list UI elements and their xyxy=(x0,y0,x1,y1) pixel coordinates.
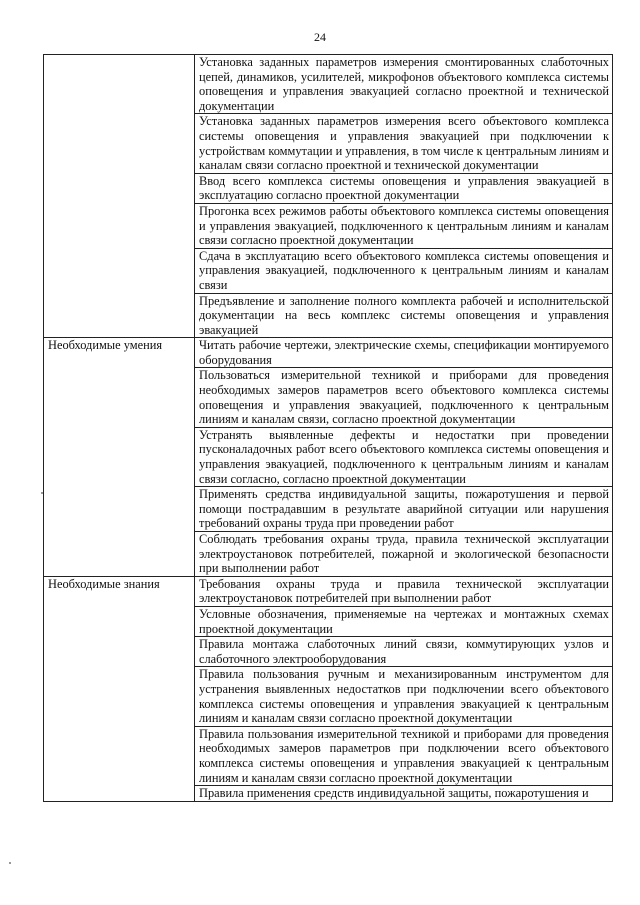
requirement-text: Правила пользования ручным и механизированным инструментом для устранения выявленных недостатков при подключении всего объектового комплекса системы оповещения и управления эвакуацией к центральным линиям и каналам связи согласно проектной документации xyxy=(195,667,613,726)
page-number: 24 xyxy=(314,30,326,44)
requirement-text: Установка заданных параметров измерения смонтированных слаботочных цепей, динамиков, усилителей, микрофонов объектового комплекса системы оповещения и управления эвакуацией согласно проектной и технической документации xyxy=(195,55,613,114)
table-row xyxy=(44,576,613,606)
requirements-table xyxy=(43,54,613,802)
scan-speck xyxy=(9,862,11,864)
requirement-text: Условные обозначения, применяемые на чертежах и монтажных схемах проектной документации xyxy=(195,606,613,636)
requirement-text: Пользоваться измерительной техникой и приборами для проведения необходимых замеров параметров всего объектового комплекса системы оповещения и управления эвакуацией, подключенного к центральным линиям и каналам связи, согласно проектной документации xyxy=(195,368,613,427)
section-label xyxy=(44,55,195,338)
requirement-text: Устранять выявленные дефекты и недостатки при проведении пусконаладочных работ всего объектового комплекса системы оповещения и управления эвакуацией, подключенного к центральным линиям и каналам связи согласно, согласно проектной документации xyxy=(195,427,613,486)
requirement-text: Ввод всего комплекса системы оповещения и управления эвакуацией в эксплуатацию согласно проектной документации xyxy=(195,173,613,203)
requirement-text: Установка заданных параметров измерения всего объектового комплекса системы оповещения и управления эвакуацией при подключении к устройствам коммутации и управления, в том числе к центральным линиям и каналам связи согласно проектной и технической документации xyxy=(195,114,613,173)
section-label: Необходимые знания xyxy=(44,576,195,801)
requirement-text: Прогонка всех режимов работы объектового комплекса системы оповещения и управления эвакуацией, подключенного к центральным линиям и каналам связи согласно проектной документации xyxy=(195,203,613,248)
requirement-text: Сдача в эксплуатацию всего объектового комплекса системы оповещения и управления эвакуацией, подключенного к центральным линиям и каналам связи xyxy=(195,248,613,293)
scan-speck xyxy=(41,492,43,494)
table-row xyxy=(44,55,613,114)
requirement-text: Читать рабочие чертежи, электрические схемы, спецификации монтируемого оборудования xyxy=(195,338,613,368)
requirement-text: Предъявление и заполнение полного комплекта рабочей и исполнительской документации на весь комплекс системы оповещения и управления эвакуацией xyxy=(195,293,613,338)
requirement-text: Правила применения средств индивидуальной защиты, пожаротушения и xyxy=(195,786,613,802)
requirement-text: Правила пользования измерительной техникой и приборами для проведения необходимых замеров параметров при подключении всего объектового комплекса системы оповещения и управления эвакуацией к центральным линиям и каналам связи согласно проектной документации xyxy=(195,726,613,785)
table-row xyxy=(44,338,613,368)
requirement-text: Соблюдать требования охраны труда, правила технической эксплуатации электроустановок потребителей, пожарной и экологической безопасности при выполнении работ xyxy=(195,532,613,577)
requirement-text: Применять средства индивидуальной защиты, пожаротушения и первой помощи пострадавшим в результате аварийной ситуации или нарушения требований охраны труда при проведении работ xyxy=(195,487,613,532)
requirement-text: Требования охраны труда и правила технической эксплуатации электроустановок потребителей при выполнении работ xyxy=(195,576,613,606)
section-label: Необходимые умения xyxy=(44,338,195,577)
requirement-text: Правила монтажа слаботочных линий связи, коммутирующих узлов и слаботочного электрооборудования xyxy=(195,637,613,667)
